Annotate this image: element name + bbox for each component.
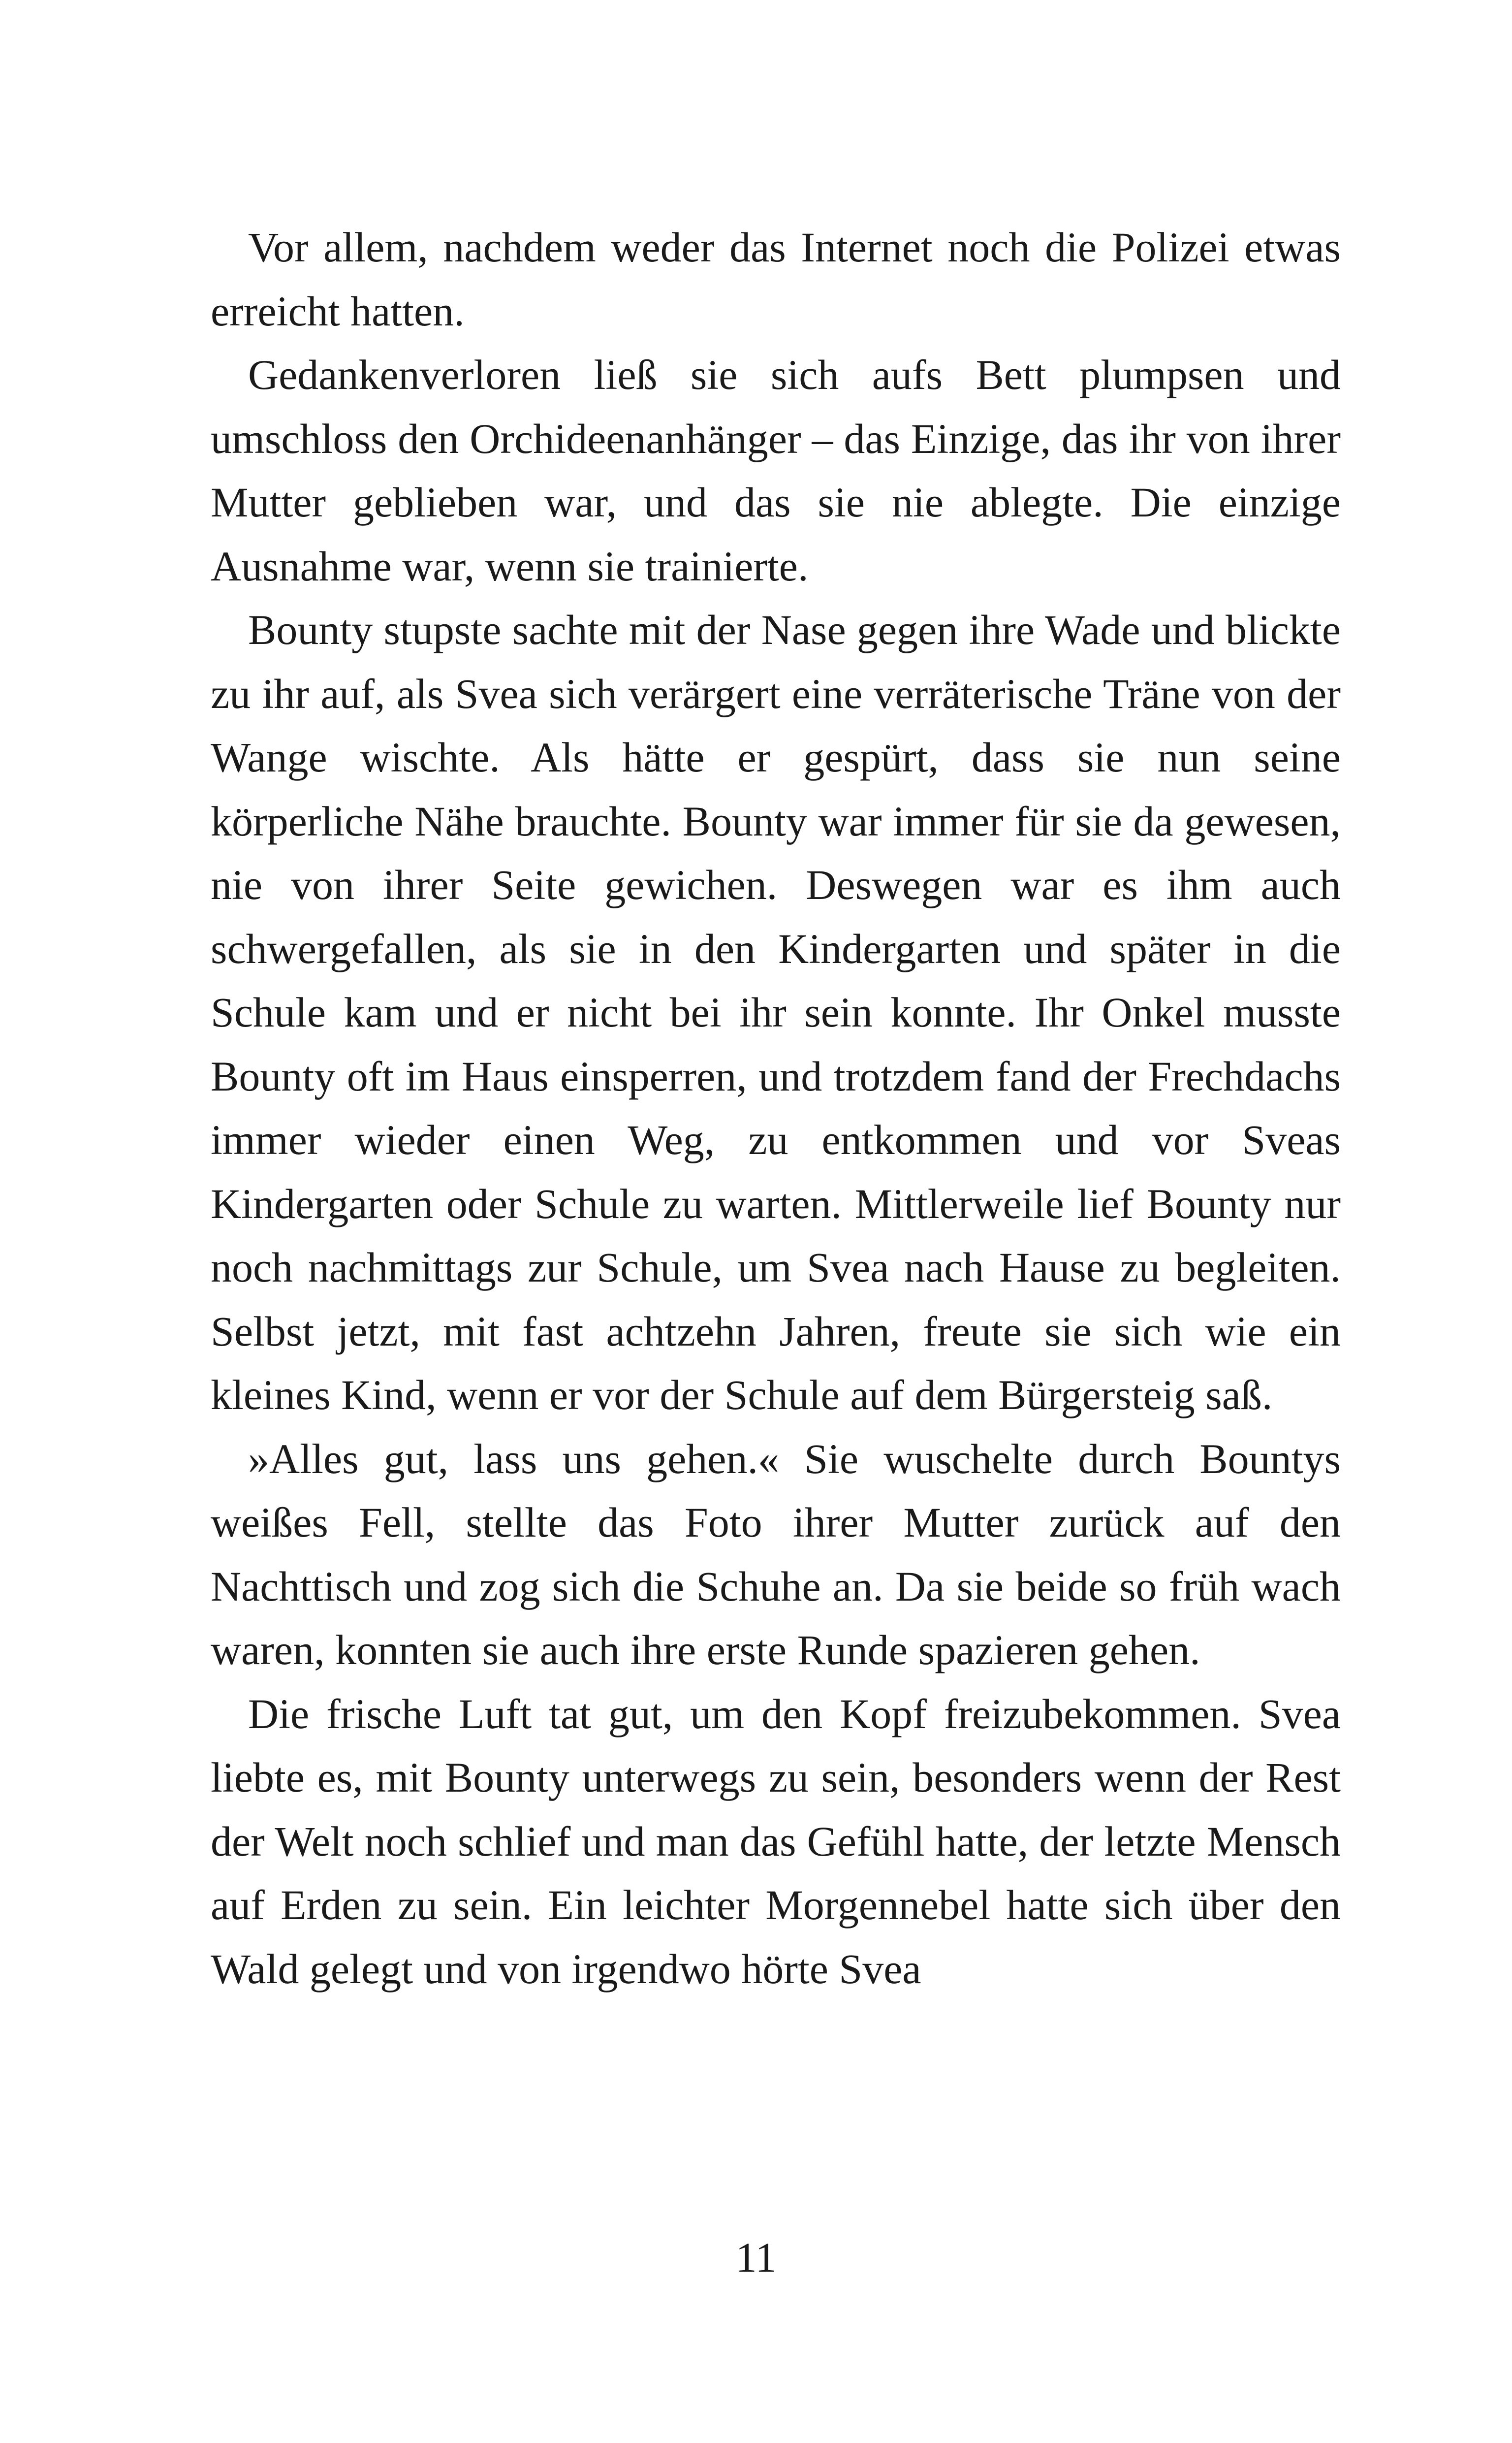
paragraph-1: Vor allem, nachdem weder das Internet noch die Polizei etwas erreicht hatten. [211, 224, 1341, 335]
paragraph-3: Bounty stupste sachte mit der Nase gegen ihre Wade und blickte zu ihr auf, als Svea sich verärgert eine verräterische Träne von der Wange wischte. Als hätte er gespürt, dass sie nun seine körperliche Nähe brauchte. Bounty war immer für sie da gewesen, nie von ihrer Seite gewichen. Deswegen war es ihm auch schwergefallen, als sie in den Kindergarten und später in die Schule kam und er nicht bei ihr sein konnte. Ihr Onkel musste Bounty oft im Haus einsperren, und trotzdem fand der Frechdachs immer wieder einen Weg, zu entkommen und vor Sveas Kindergarten oder Schule zu warten. Mittlerweile lief Bounty nur noch nachmittags zur Schule, um Svea nach Hause zu begleiten. Selbst jetzt, mit fast achtzehn Jahren, freute sie sich wie ein kleines Kind, wenn er vor der Schule auf dem Bürgersteig saß. [211, 606, 1341, 1418]
paragraph-4: »Alles gut, lass uns gehen.« Sie wuschelte durch Bountys weißes Fell, stellte das Foto ihrer Mutter zurück auf den Nachttisch und zog sich die Schuhe an. Da sie beide so früh wach waren, konnten sie auch ihre erste Runde spazieren gehen. [211, 1435, 1341, 1673]
page-number: 11 [735, 2234, 777, 2281]
paragraph-2: Gedankenverloren ließ sie sich aufs Bett plumpsen und umschloss den Orchideenanhänger – das Einzige, das ihr von ihrer Mutter geblieben war, und das sie nie ablegte. Die einzige Ausnahme war, wenn sie trainierte. [211, 351, 1341, 590]
body-text [211, 216, 1341, 2001]
paragraph-5: Die frische Luft tat gut, um den Kopf freizubekommen. Svea liebte es, mit Bounty unterwegs zu sein, besonders wenn der Rest der Welt noch schlief und man das Gefühl hatte, der letzte Mensch auf Erden zu sein. Ein leichter Morgennebel hatte sich über den Wald gelegt und von irgendwo hörte Svea [211, 1690, 1341, 1993]
